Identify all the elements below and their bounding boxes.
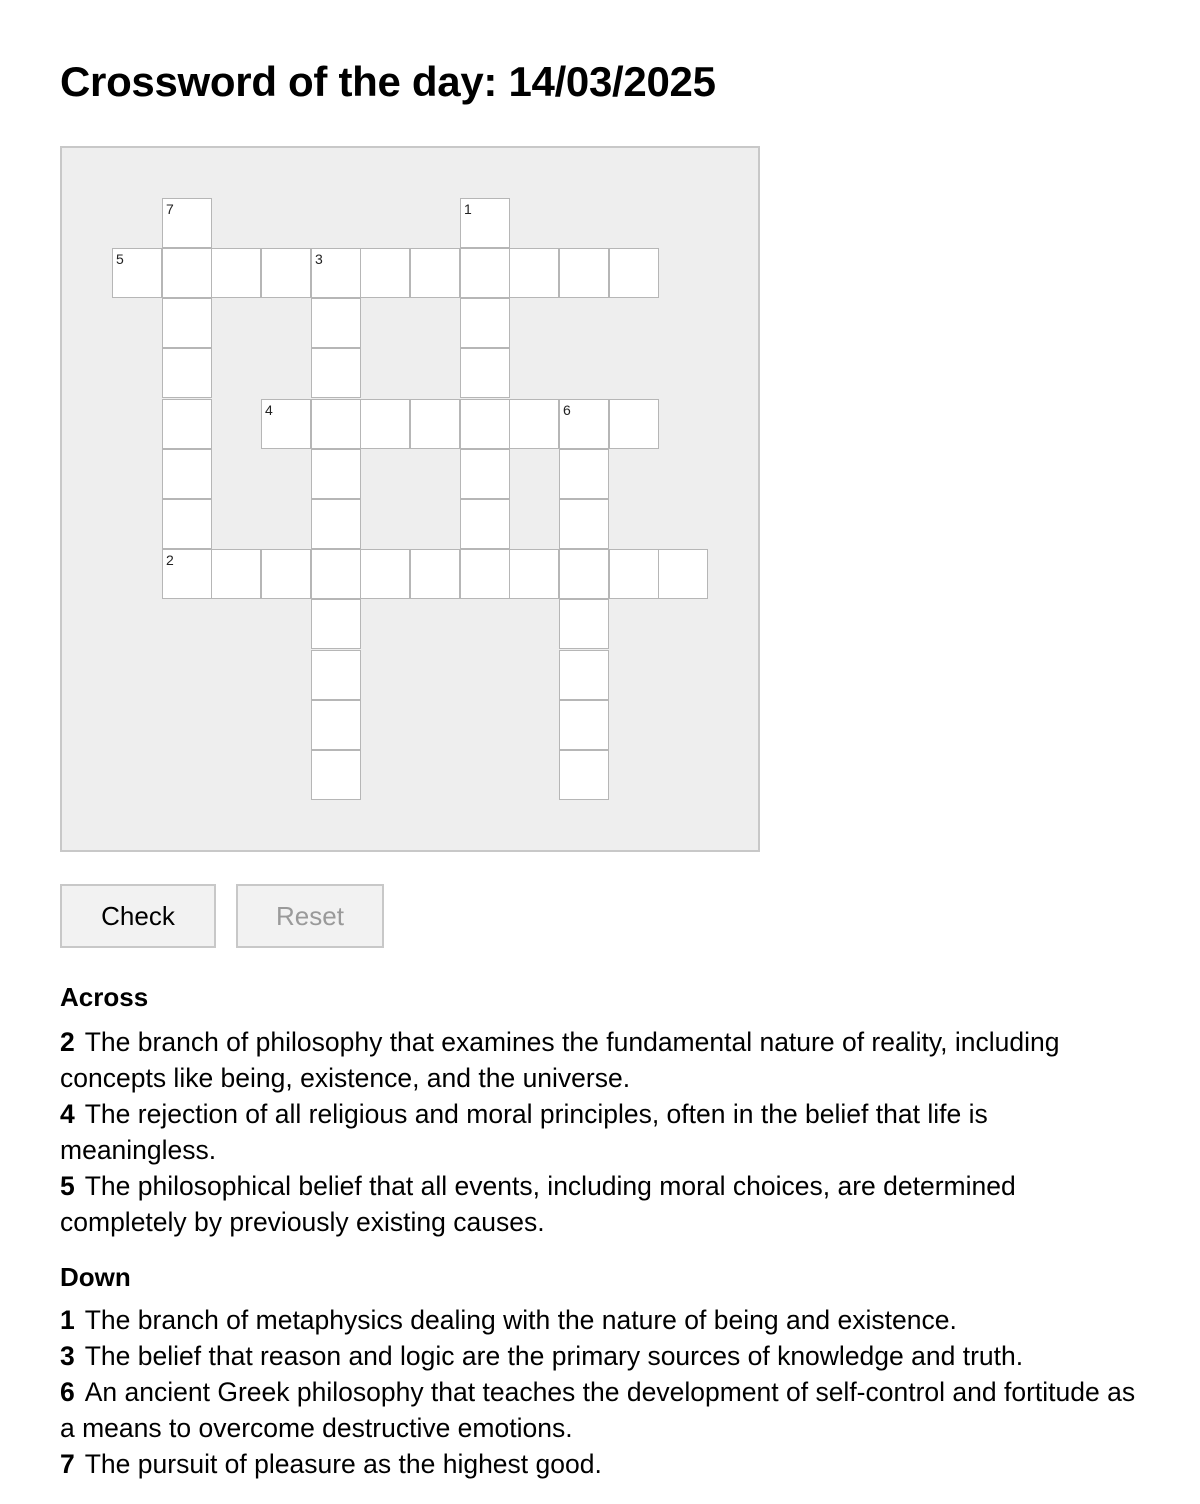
page-title: Crossword of the day: 14/03/2025 bbox=[60, 58, 716, 105]
clue-number: 1 bbox=[60, 1305, 75, 1335]
clue-number-label: 6 bbox=[563, 402, 571, 418]
grid-cell[interactable] bbox=[559, 599, 609, 649]
clue-number: 5 bbox=[60, 1171, 75, 1201]
grid-cell[interactable] bbox=[658, 549, 708, 599]
grid-cell[interactable] bbox=[559, 499, 609, 549]
clue-number: 4 bbox=[60, 1099, 75, 1129]
across-clue-list bbox=[60, 1024, 1140, 1240]
across-heading: Across bbox=[60, 982, 149, 1012]
grid-cell[interactable] bbox=[311, 700, 361, 750]
grid-cell[interactable] bbox=[261, 549, 311, 599]
clue-item bbox=[60, 1024, 1140, 1096]
grid-cell[interactable] bbox=[162, 549, 212, 599]
grid-cell[interactable] bbox=[360, 399, 410, 449]
grid-cell[interactable] bbox=[311, 449, 361, 499]
grid-cell[interactable] bbox=[311, 650, 361, 700]
clue-text: The pursuit of pleasure as the highest good. bbox=[84, 1449, 602, 1479]
grid-cell[interactable] bbox=[410, 549, 460, 599]
grid-cell[interactable] bbox=[311, 248, 361, 298]
grid-cell[interactable] bbox=[460, 449, 510, 499]
grid-cell[interactable] bbox=[559, 700, 609, 750]
grid-cell[interactable] bbox=[311, 750, 361, 800]
grid-cell[interactable] bbox=[559, 650, 609, 700]
clue-number: 2 bbox=[60, 1027, 75, 1057]
grid-cell[interactable] bbox=[360, 248, 410, 298]
grid-cell[interactable] bbox=[162, 348, 212, 398]
clue-number-label: 1 bbox=[464, 201, 472, 217]
grid-cell[interactable] bbox=[311, 549, 361, 599]
grid-cell[interactable] bbox=[460, 198, 510, 248]
clue-number: 7 bbox=[60, 1449, 75, 1479]
grid-cell[interactable] bbox=[509, 549, 559, 599]
clue-item bbox=[60, 1374, 1140, 1446]
grid-cell[interactable] bbox=[460, 348, 510, 398]
grid-cell[interactable] bbox=[311, 399, 361, 449]
grid-cell[interactable] bbox=[460, 499, 510, 549]
grid-cell[interactable] bbox=[559, 549, 609, 599]
clue-text: The belief that reason and logic are the primary sources of knowledge and truth. bbox=[84, 1341, 1024, 1371]
grid-cell[interactable] bbox=[460, 549, 510, 599]
clue-item bbox=[60, 1168, 1140, 1240]
clue-number: 6 bbox=[60, 1377, 75, 1407]
grid-cell[interactable] bbox=[410, 399, 460, 449]
grid-cell[interactable] bbox=[162, 399, 212, 449]
clue-number-label: 5 bbox=[116, 251, 124, 267]
reset-button[interactable]: Reset bbox=[236, 884, 384, 948]
grid-cell[interactable] bbox=[311, 348, 361, 398]
clue-text: The branch of philosophy that examines the fundamental nature of reality, including concepts like being, existence, and the universe. bbox=[60, 1027, 1060, 1093]
clue-number-label: 3 bbox=[315, 251, 323, 267]
check-button[interactable]: Check bbox=[60, 884, 216, 948]
clue-number-label: 7 bbox=[166, 201, 174, 217]
clue-number-label: 4 bbox=[265, 402, 273, 418]
grid-cell[interactable] bbox=[559, 399, 609, 449]
grid-cell[interactable] bbox=[162, 248, 212, 298]
grid-cell[interactable] bbox=[410, 248, 460, 298]
grid-cell[interactable] bbox=[311, 599, 361, 649]
grid-cell[interactable] bbox=[509, 399, 559, 449]
grid-cell[interactable] bbox=[609, 248, 659, 298]
grid-cell[interactable] bbox=[360, 549, 410, 599]
clue-item bbox=[60, 1338, 1140, 1374]
crossword-grid bbox=[60, 146, 760, 852]
grid-cell[interactable] bbox=[559, 248, 609, 298]
clue-item bbox=[60, 1446, 1140, 1482]
clue-text: The rejection of all religious and moral principles, often in the belief that life is meaningless. bbox=[60, 1099, 988, 1165]
clue-item bbox=[60, 1096, 1140, 1168]
clue-item bbox=[60, 1302, 1140, 1338]
down-clue-list bbox=[60, 1302, 1140, 1482]
down-heading: Down bbox=[60, 1262, 131, 1292]
grid-cell[interactable] bbox=[162, 298, 212, 348]
grid-cell[interactable] bbox=[162, 198, 212, 248]
clue-text: The branch of metaphysics dealing with the nature of being and existence. bbox=[84, 1305, 957, 1335]
grid-cell[interactable] bbox=[460, 399, 510, 449]
clue-number: 3 bbox=[60, 1341, 75, 1371]
grid-cell[interactable] bbox=[311, 298, 361, 348]
grid-cell[interactable] bbox=[509, 248, 559, 298]
grid-cell[interactable] bbox=[162, 499, 212, 549]
clue-number-label: 2 bbox=[166, 552, 174, 568]
grid-cell[interactable] bbox=[311, 499, 361, 549]
grid-cell[interactable] bbox=[261, 248, 311, 298]
grid-cell[interactable] bbox=[211, 549, 261, 599]
grid-cell[interactable] bbox=[211, 248, 261, 298]
grid-cell[interactable] bbox=[460, 298, 510, 348]
grid-cell[interactable] bbox=[261, 399, 311, 449]
clue-text: An ancient Greek philosophy that teaches the development of self-control and fortitude as a means to overcome destructive emotions. bbox=[60, 1377, 1136, 1443]
grid-cell[interactable] bbox=[112, 248, 162, 298]
grid-cell[interactable] bbox=[559, 449, 609, 499]
clue-text: The philosophical belief that all events, including moral choices, are determined completely by previously existing causes. bbox=[60, 1171, 1016, 1237]
grid-cell[interactable] bbox=[609, 399, 659, 449]
grid-cell[interactable] bbox=[162, 449, 212, 499]
grid-cell[interactable] bbox=[609, 549, 659, 599]
grid-cell[interactable] bbox=[460, 248, 510, 298]
grid-cell[interactable] bbox=[559, 750, 609, 800]
